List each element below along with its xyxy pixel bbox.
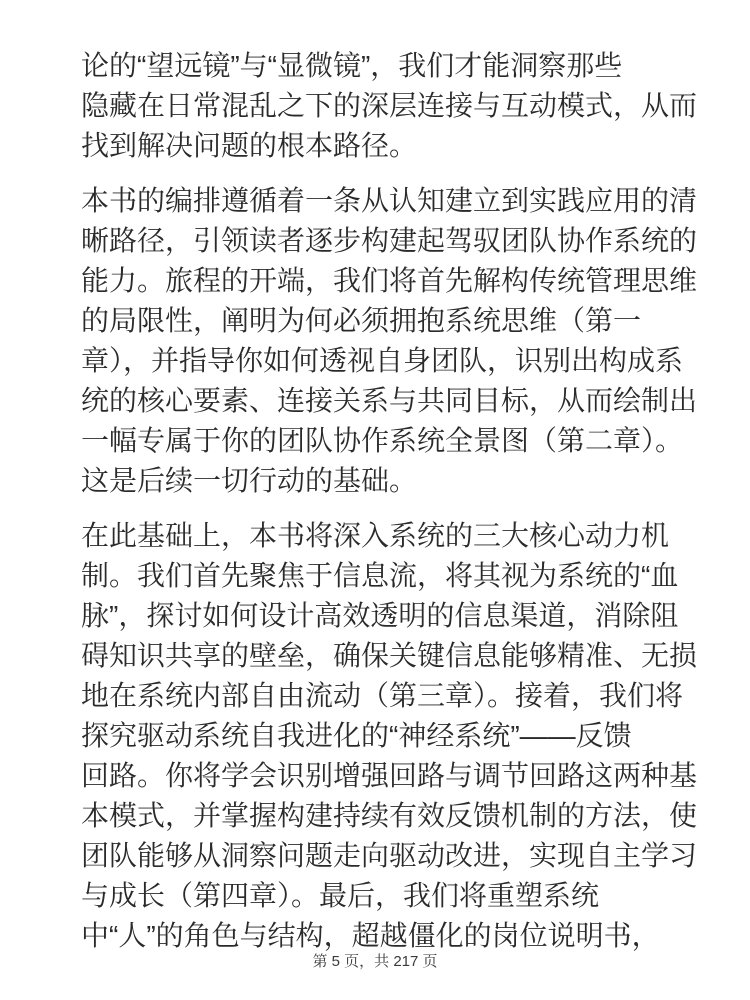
text-line: 脉”，探讨如何设计高效透明的信息渠道，消除阻 <box>81 600 679 631</box>
document-text-area[interactable] <box>81 46 696 971</box>
text-line: 一幅专属于你的团队协作系统全景图（第二章）。 <box>81 425 684 456</box>
text-line: 与成长（第四章）。最后，我们将重塑系统 <box>81 880 600 911</box>
text-line: 碍知识共享的壁垒，确保关键信息能够精准、无损 <box>81 640 698 671</box>
page-number-indicator: 第 5 页，共 217 页 <box>312 953 438 970</box>
text-line: 探究驱动系统自我进化的“神经系统”——反馈 <box>81 720 632 751</box>
text-line: 地在系统内部自由流动（第三章）。接着，我们将 <box>81 680 684 711</box>
text-line: 隐藏在日常混乱之下的深层连接与互动模式，从而 <box>81 90 698 121</box>
text-line: 回路。你将学会识别增强回路与调节回路这两种基 <box>81 760 698 791</box>
text-line: 制。我们首先聚焦于信息流，将其视为系统的“血 <box>81 560 679 591</box>
text-line: 这是后续一切行动的基础。 <box>81 465 418 496</box>
text-line: 能力。旅程的开端，我们将首先解构传统管理思维 <box>81 265 698 296</box>
paragraph-1 <box>81 46 696 166</box>
text-line: 章），并指导你如何透视自身团队，识别出构成系 <box>81 345 684 376</box>
text-line: 在此基础上，本书将深入系统的三大核心动力机 <box>81 520 670 551</box>
text-line: 本书的编排遵循着一条从认知建立到实践应用的清 <box>81 185 698 216</box>
paragraph-2 <box>81 181 696 501</box>
text-line: 找到解决问题的根本路径。 <box>81 130 418 161</box>
text-line: 晰路径，引领读者逐步构建起驾驭团队协作系统的 <box>81 225 698 256</box>
text-line: 团队能够从洞察问题走向驱动改进，实现自主学习 <box>81 840 698 871</box>
text-line: 中“人”的角色与结构，超越僵化的岗位说明书， <box>81 920 660 951</box>
text-line: 本模式，并掌握构建持续有效反馈机制的方法，使 <box>81 800 698 831</box>
text-line: 统的核心要素、连接关系与共同目标，从而绘制出 <box>81 385 698 416</box>
paragraph-3 <box>81 516 696 956</box>
text-line: 的局限性，阐明为何必须拥抱系统思维（第一 <box>81 305 642 336</box>
text-line: 论的“望远镜”与“显微镜”，我们才能洞察那些 <box>81 50 623 81</box>
